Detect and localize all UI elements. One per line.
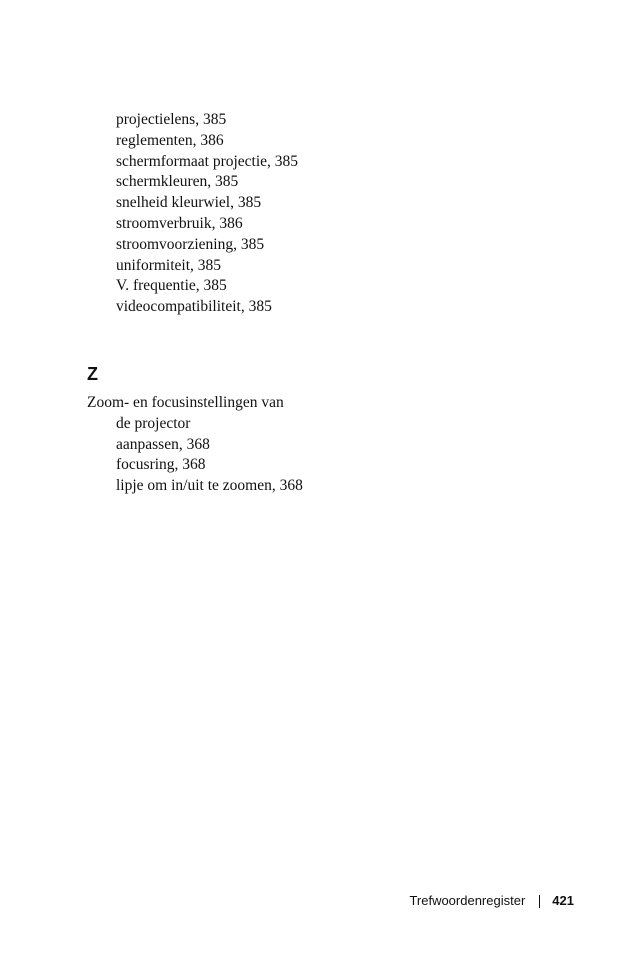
index-main-entry: Zoom- en focusinstellingen van [87,394,284,411]
index-subentry: stroomvoorziening, 385 [116,235,265,253]
index-subentry: reglementen, 386 [116,131,224,149]
index-subentry: snelheid kleurwiel, 385 [116,194,262,212]
index-main-entry-continuation: de projector [116,414,191,432]
index-subentry: aanpassen, 368 [116,435,210,453]
index-subentry: videocompatibiliteit, 385 [116,298,272,316]
index-section-z [0,363,636,497]
index-subentry: schermkleuren, 385 [116,173,239,191]
section-letter-heading: Z [87,364,98,384]
index-subentry: V. frequentie, 385 [116,277,227,295]
index-subentry: schermformaat projectie, 385 [116,152,299,170]
page-footer [409,892,574,910]
index-subentry: focusring, 368 [116,456,206,474]
footer-divider [539,895,540,908]
index-subentry: lipje om in/uit te zoomen, 368 [116,477,303,495]
index-continued-list [0,110,636,318]
footer-section-label: Trefwoordenregister [409,893,526,908]
index-subentry: uniformiteit, 385 [116,256,222,274]
index-subentry: stroomverbruik, 386 [116,214,243,232]
index-subentry: projectielens, 385 [116,111,227,128]
page-number: 421 [552,893,574,908]
